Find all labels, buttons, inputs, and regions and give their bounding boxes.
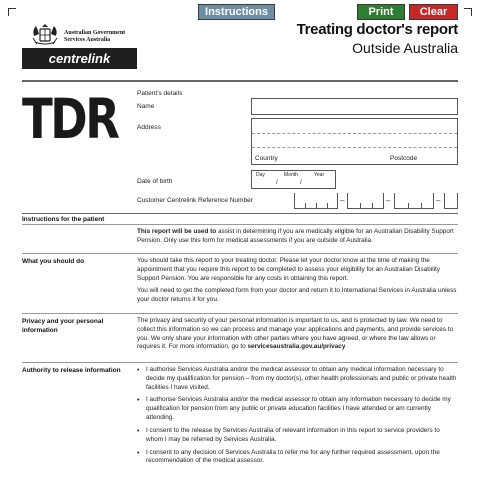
crn-tick [316, 203, 317, 209]
dob-label: Date of birth [137, 178, 173, 185]
what-you-should-do-paragraph-2: You will need to get the completed form from your doctor and return it to International Services in Australia unless your doctor returns it for you. [137, 287, 457, 303]
crn-separator: – [436, 196, 441, 205]
instructions-lead: This report will be used to [137, 228, 217, 235]
crn-label: Customer Centrelink Reference Number [137, 197, 253, 204]
address-line-divider [252, 133, 457, 134]
crn-field-segment-1[interactable] [294, 193, 338, 209]
crn-field-segment-2[interactable] [347, 193, 384, 209]
crn-tick [305, 203, 306, 209]
authority-item: • I authorise Services Australia and/or the medical assessor to obtain any information necessary to decide my qualification for pension from any public or private education facilities I have attended or am currently attending. [137, 396, 458, 422]
crn-tick [372, 203, 373, 209]
patient-details-label: Patient's details [137, 90, 183, 97]
gov-line-2: Services Australia [64, 37, 111, 43]
address-label: Address [137, 124, 161, 131]
crn-tick [327, 203, 328, 209]
gov-line-1: Australian Government [64, 30, 126, 36]
instructions-heading: Instructions for the patient [22, 216, 105, 223]
coat-of-arms-icon [30, 22, 60, 48]
name-field[interactable] [251, 98, 458, 115]
authority-item: • I consent to the release by Services Australia of relevant information in this report to service providers to whom I may be referred by Services Australia. [137, 427, 458, 445]
crn-field-segment-3[interactable] [394, 193, 434, 209]
dob-separator: / [300, 180, 302, 186]
instructions-text: assist in determining if you are medically eligible for an Australian Disability Support Pension. Only use this form for medical assessments if you are outside of Australia. [137, 228, 454, 244]
crn-separator: – [340, 196, 345, 205]
crn-tick [360, 203, 361, 209]
privacy-text: The privacy and security of your personal information is important to us, and is protected by law. We need to collect this information so we can process and manage your applications and payments, and provide services to you. We only share your information with other parties where you have agreed, or where the law allows or requires it. For more information, go to [137, 317, 454, 351]
authority-item: • I consent to any decision of Services Australia to refer me for any further required assessment, upon the recommendation of the medical assessor. [137, 449, 458, 467]
dob-year-label: Year [314, 172, 325, 178]
form-code: TDR [22, 87, 118, 151]
postcode-label: Postcode [390, 155, 418, 162]
section-divider [22, 313, 458, 314]
privacy-link[interactable]: servicesaustralia.gov.au/privacy [247, 343, 346, 351]
privacy-paragraph [137, 317, 458, 352]
instructions-button[interactable]: Instructions [198, 4, 275, 20]
name-label: Name [137, 103, 155, 110]
section-divider [22, 362, 458, 363]
what-you-should-do-paragraph-1: You should take this report to your treating doctor. Please let your doctor know at the time of making the appointment that you require this report to be completed to assess your eligibility for an Australian Disability Support Pension. You are responsible for any costs in obtaining this report. [137, 257, 441, 282]
government-branding [30, 22, 140, 50]
section-divider [22, 224, 458, 225]
crop-mark-top-left [8, 8, 16, 16]
section-divider [22, 213, 458, 214]
country-label: Country [255, 155, 278, 162]
authority-heading: Authority to release information [22, 367, 121, 374]
crn-separator: – [386, 196, 391, 205]
crn-tick [408, 203, 409, 209]
authority-list [137, 366, 458, 470]
crn-tick [421, 203, 422, 209]
header-divider [22, 80, 458, 82]
what-you-should-do-heading: What you should do [22, 258, 85, 265]
authority-item: • I authorise Services Australia and/or the medical assessor to obtain any medical information necessary to decide my qualification for pension – from my doctor(s), other health professionals and public or private health facilities I have visited. [137, 366, 458, 392]
address-line-divider [252, 147, 457, 148]
dob-separator: / [276, 180, 278, 186]
clear-button[interactable]: Clear [409, 4, 458, 20]
section-divider [22, 253, 458, 254]
dob-month-label: Month [284, 172, 298, 178]
instructions-paragraph [137, 228, 458, 246]
dob-day-label: Day [256, 172, 265, 178]
print-button[interactable]: Print [357, 4, 405, 20]
crn-field-segment-4[interactable] [444, 193, 458, 209]
address-field[interactable] [251, 118, 458, 165]
form-subtitle: Outside Australia [352, 40, 458, 56]
privacy-heading: Privacy and your personal information [22, 318, 104, 334]
form-title: Treating doctor's report [296, 21, 458, 38]
crop-mark-top-right [464, 8, 472, 16]
centrelink-logo: centrelink [22, 48, 137, 69]
